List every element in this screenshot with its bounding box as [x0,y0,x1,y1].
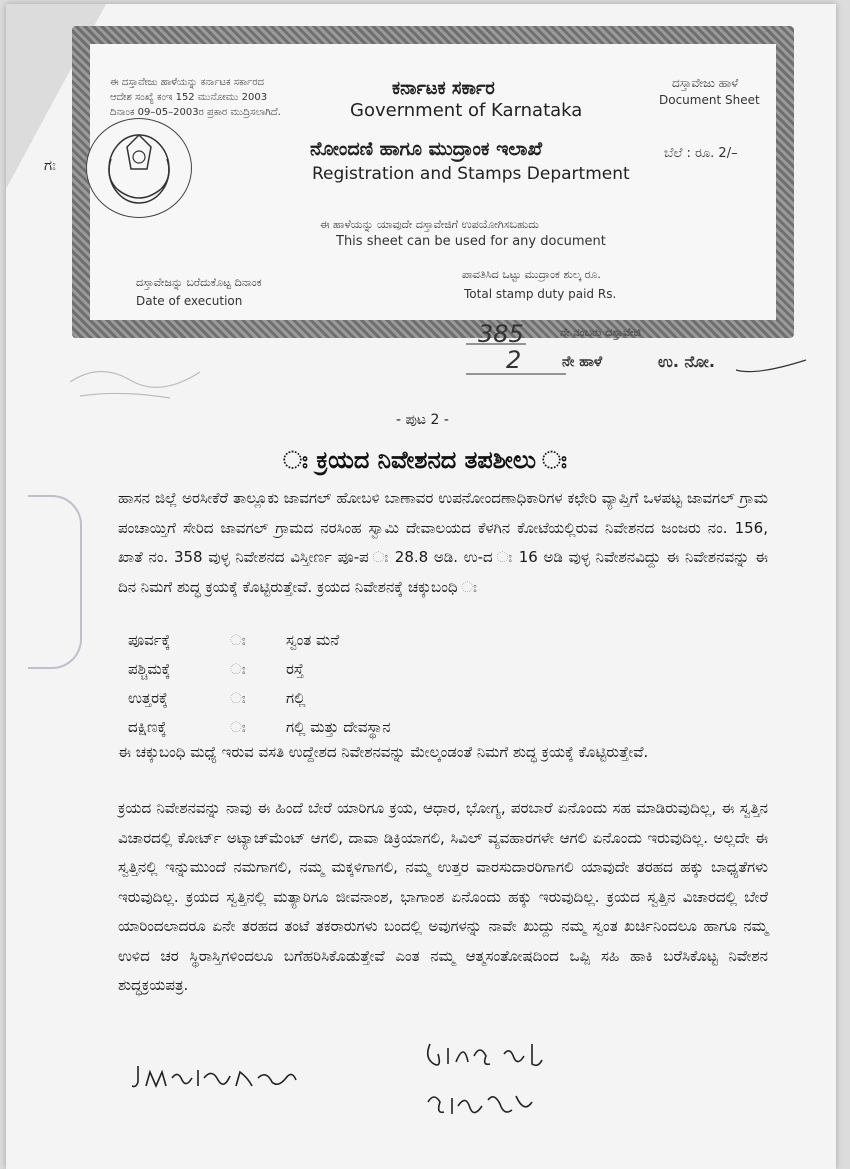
document-sheet-kannada: ದಸ್ತಾವೇಜು ಹಾಳೆ [672,76,739,90]
transfer-paragraph: ಈ ಚಕ್ಕುಬಂಧಿ ಮಧ್ಯೆ ಇರುವ ವಸತಿ ಉದ್ದೇಶದ ನಿವೇಶನವನ್ನು ಮೇಲ್ಕಂಡಂತೆ ನಿಮಗೆ ಶುದ್ಧ ಕ್ರಯಕ್ಕೆ ಕೊಟ್ಟಿರುತ್ತೇವೆ. [118,743,649,761]
boundary-value: ಗಲ್ಲಿ ಮತ್ತು ದೇವಸ್ಥಾನ [286,718,391,736]
boundary-direction: ಪಶ್ಚಿಮಕ್ಕೆ [128,660,171,678]
sheet-label: ನೇ ಹಾಳೆ [562,354,603,370]
order-line-1: ಈ ದಸ್ತಾವೇಜು ಹಾಳೆಯನ್ನು ಕರ್ನಾಟಕ ಸರ್ಕಾರದ [110,77,264,88]
document-sheet-english: Document Sheet [659,93,760,107]
government-title-kannada: ಕರ್ನಾಟಕ ಸರ್ಕಾರ [392,78,495,99]
state-emblem-icon [86,118,192,218]
faint-signature-mark [60,352,210,407]
boundary-colon: ಃ [230,660,246,678]
stamp-duty-kannada: ಪಾವತಿಸಿದ ಒಟ್ಟು ಮುದ್ರಾಂಕ ಶುಲ್ಕ ರೂ. [462,268,601,281]
boundary-colon: ಃ [230,718,246,736]
sheet-number: 2 [506,346,522,374]
document-heading: ಃ ಕ್ರಯದ ನಿವೇಶನದ ತಪಶೀಲು ಃ [283,446,567,474]
department-kannada: ನೋಂದಣಿ ಹಾಗೂ ಮುದ್ರಾಂಕ ಇಲಾಖೆ [310,138,543,160]
stamp-underlines [466,340,816,384]
boundary-direction: ದಕ್ಷಿಣಕ್ಕೆ [128,718,167,736]
stamp-duty-english: Total stamp duty paid Rs. [464,287,617,301]
order-line-2: ಆದೇಶ ಸಂಖ್ಯೆ ಕಂಇ 152 ಮುನೋಮು 2003 [110,92,268,103]
boundary-colon: ಃ [230,631,246,649]
boundary-value: ಸ್ವಂತ ಮನೆ [286,631,340,649]
signature-right-2 [424,1084,544,1124]
signature-right-1 [424,1034,554,1074]
sub-registrar-label: ಉ. ನೋ. [658,352,715,371]
boundary-direction: ಪೂರ್ವಕ್ಕೆ [128,631,171,649]
price-label: ಬೆಲೆ : ರೂ. 2/– [664,146,738,161]
usage-english: This sheet can be used for any document [336,234,606,249]
boundary-value: ರಸ್ತೆ [286,660,304,678]
usage-kannada: ಈ ಹಾಳೆಯನ್ನು ಯಾವುದೇ ದಸ್ತಾವೇಜಿಗೆ ಉಪಯೋಗಿಸಬಹುದು [320,218,539,231]
page-number: - ಪುಟ 2 - [396,412,449,428]
boundary-value: ಗಲ್ಲಿ [286,689,306,707]
order-line-3: ದಿನಾಂಕ 09–05–2003ರ ಪ್ರಕಾರ ಮುದ್ರಿಸಲಾಗಿದೆ. [110,107,281,118]
document-number-label: ನೇ ನಂಬರು ದಸ್ತಾವೇಜಿ [560,326,641,339]
execution-date-kannada: ದಸ್ತಾವೇಜನ್ನು ಬರೆದುಕೊಟ್ಟ ದಿನಾಂಕ [136,276,262,289]
department-english: Registration and Stamps Department [312,164,630,184]
government-title-english: Government of Karnataka [350,100,583,121]
declaration-paragraph: ಕ್ರಯದ ನಿವೇಶನವನ್ನು ನಾವು ಈ ಹಿಂದೆ ಬೇರೆ ಯಾರಿಗೂ ಕ್ರಯ, ಆಧಾರ, ಭೋಗ್ಯ, ಪರಬಾರೆ ಏನೊಂದು ಸಹ ಮಾಡಿರುವುದಿಲ್ಲ, ಈ ಸ್ವತ್ತಿನ ವಿಚಾರದಲ್ಲಿ ಕೋರ್ಟ್ ಅಟ್ಯಾಚ್‌ಮೆಂಟ್ ಆಗಲಿ, ದಾವಾ ಡಿಕ್ರಿಯಾಗಲಿ, ಸಿವಿಲ್ ವ್ಯವಹಾರಗಳೇ ಆಗಲಿ ಏನೊಂದು ಇರುವುದಿಲ್ಲ. ಅಲ್ಲದೇ ಈ ಸ್ವತ್ತಿನಲ್ಲಿ ಇನ್ನುಮುಂದೆ ನಮಗಾಗಲಿ, ನಮ್ಮ ಮಕ್ಕಳಿಗಾಗಲಿ, ನಮ್ಮ ಉತ್ತರ ವಾರಸುದಾರರಿಗಾಗಲಿ ಯಾವುದೇ ತರಹದ ಹಕ್ಕು ಬಾಧ್ಯತೆಗಳು ಇರುವುದಿಲ್ಲ. ಕ್ರಯದ ಸ್ವತ್ತಿನಲ್ಲಿ ಮತ್ಯಾರಿಗೂ ಜೀವನಾಂಶ, ಭಾಗಾಂಶ ಏನೊಂದು ಹಕ್ಕು ಇರುವುದಿಲ್ಲ. ಕ್ರಯದ ಸ್ವತ್ತಿನ ವಿಚಾರದಲ್ಲಿ ಬೇರೆ ಯಾರಿಂದಲಾದರೂ ಏನೇ ತರಹದ ತಂಟೆ ತಕರಾರುಗಳು ಬಂದಲ್ಲಿ ಅವುಗಳನ್ನು ನಾವೇ ಖುದ್ದು ನಮ್ಮ ಸ್ವಂತ ಖರ್ಚಿನಿಂದಲೂ ಹಾಗೂ ನಮ್ಮ ಉಳಿದ ಚರ ಸ್ಥಿರಾಸ್ತಿಗಳಿಂದಲೂ ಬಗೆಹರಿಸಿಕೊಡುತ್ತೇವೆ ಎಂತ ನಮ್ಮ ಆತ್ಮಸಂತೋಷದಿಂದ ಒಪ್ಪಿ ಸಹಿ ಹಾಕಿ ಬರೆಸಿಕೊಟ್ಟ ನಿವೇಶನ ಶುದ್ಧಕ್ರಯಪತ್ರ. [118,799,768,994]
document-number: 385 [478,320,524,348]
property-description-paragraph: ಹಾಸನ ಜಿಲ್ಲೆ ಅರಸೀಕೆರೆ ತಾಲ್ಲೂಕು ಜಾವಗಲ್ ಹೋಬಳಿ ಬಾಣಾವರ ಉಪನೋಂದಣಾಧಿಕಾರಿಗಳ ಕಛೇರಿ ವ್ಯಾಪ್ತಿಗೆ ಒಳಪಟ್ಟ ಜಾವಗಲ್ ಗ್ರಾಮ ಪಂಚಾಯ್ತಿಗೆ ಸೇರಿದ ಜಾವಗಲ್ ಗ್ರಾಮದ ನರಸಿಂಹ ಸ್ವಾಮಿ ದೇವಾಲಯದ ಕೆಳಗಿನ ಕೋಟೆಯಲ್ಲಿರುವ ನಿವೇಶನದ ಜಂಜರು ನಂ. 156, ಖಾತೆ ನಂ. 358 ವುಳ್ಳ ನಿವೇಶನದ ವಿಸ್ತೀರ್ಣ ಪೂ-ಪ ಃ 28.8 ಅಡಿ. ಉ-ದ ಃ 16 ಅಡಿ ವುಳ್ಳ ನಿವೇಶನವಿದ್ದು ಈ ನಿವೇಶನವನ್ನು ಈ ದಿನ ನಿಮಗೆ ಶುದ್ಧ ಕ್ರಯಕ್ಕೆ ಕೊಟ್ಟಿರುತ್ತೇವೆ. ಕ್ರಯದ ನಿವೇಶನಕ್ಕೆ ಚಕ್ಕುಬಂಧಿ ಃ [118,489,768,596]
boundary-colon: ಃ [230,689,246,707]
boundary-direction: ಉತ್ತರಕ್ಕೆ [128,689,168,707]
side-seal-mark [28,495,82,669]
execution-date-english: Date of execution [136,294,243,308]
ga-label: ಗಃ [44,156,56,174]
signature-left [132,1056,302,1096]
